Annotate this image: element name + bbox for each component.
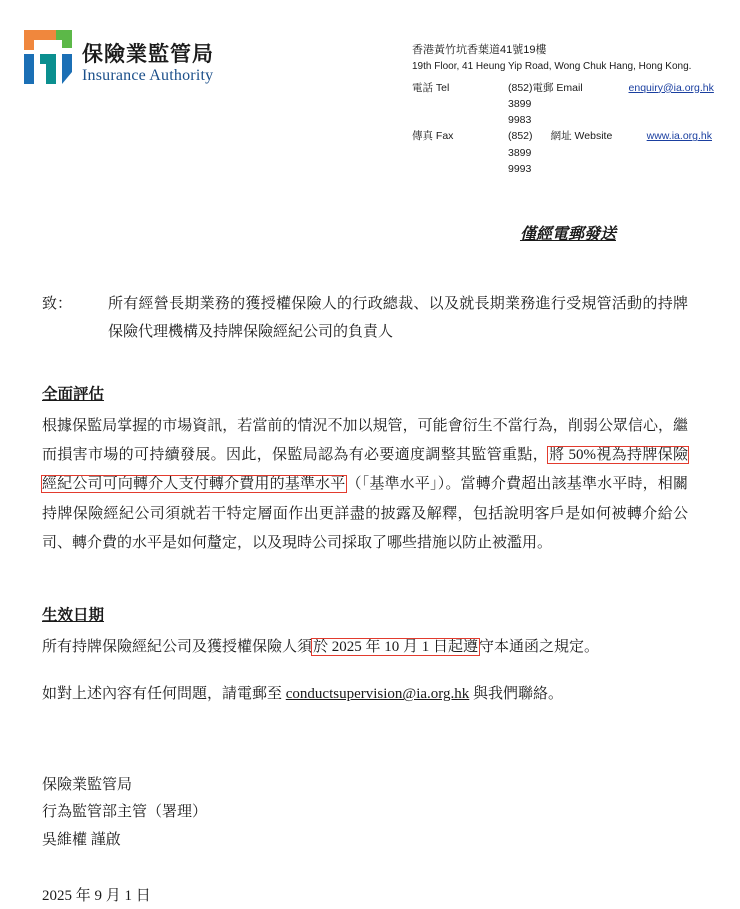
highlighted-effective-date: 於 2025 年 10 月 1 日起遵 xyxy=(313,639,479,656)
website-value xyxy=(647,128,712,177)
delivery-note xyxy=(42,221,688,249)
signature-block xyxy=(42,772,688,855)
paragraph-part-plain: 根據保監局掌握的市場資訊，若當前的情況不加以規管，可能會衍生不當行為，削弱公眾信心，繼而損害市場的可持續發展。因此，保監局認為有必要適度調整其監管重點， xyxy=(42,417,688,464)
addressee-block xyxy=(42,291,688,347)
section-heading-effective-date: 生效日期 xyxy=(42,607,105,625)
website-label: 網址 Website xyxy=(550,130,613,143)
logo-name-en: Insurance Authority xyxy=(82,67,214,85)
effective-part-plain: 所有持牌保險經紀公司及獲授權保險人須 xyxy=(42,639,313,656)
addressee-label: 致： xyxy=(42,296,73,313)
highlighted-benchmark-clause: 將 50%視為持牌保險經紀公司可向轉介人支付轉介費用的基準水平 xyxy=(42,447,688,493)
signature-org: 保險業監管局 xyxy=(42,776,133,793)
conduct-supervision-email-link[interactable]: conductsupervision@ia.org.hk xyxy=(285,686,470,703)
email-label: 電郵 Email xyxy=(532,81,583,94)
tel-value: (852) 3899 9983 xyxy=(508,81,533,127)
address-cn: 香港黃竹坑香葉道41號19樓 xyxy=(412,44,547,56)
email-link[interactable]: enquiry@ia.org.hk xyxy=(628,81,714,94)
paragraph-part-plain-2: （「基準水平」）。當轉介費超出該基準水平時，相關持牌保險經紀公司須就若干特定層面作出更詳盡的披露及解釋，包括說明客戶是如何被轉介給公司、轉介費的水平是如何釐定，以及現時公司採取了哪些措施以防止被濫用。 xyxy=(42,476,688,551)
signature-name: 吳維權 謹啟 xyxy=(42,832,121,849)
contact-details xyxy=(412,26,712,177)
tel-label: 電話 Tel xyxy=(412,81,450,94)
fax-label: 傳真 Fax xyxy=(412,130,454,143)
addressee-text: 所有經營長期業務的獲授權保險人的行政總裁、以及就長期業務進行受規管活動的持牌保險代理機構及持牌保險經紀公司的負責人 xyxy=(108,296,688,340)
contact-prefix: 如對上述內容有任何問題，請電郵至 xyxy=(42,686,286,703)
signature-title: 行為監管部主管（署理） xyxy=(42,804,208,821)
contact-row-fax-website xyxy=(412,128,712,177)
section-assessment-paragraph xyxy=(42,412,688,558)
document-date: 2025 年 9 月 1 日 xyxy=(42,887,151,904)
document-body xyxy=(0,221,740,909)
address-en: 19th Floor, 41 Heung Yip Road, Wong Chuk Hang, Hong Kong. xyxy=(412,61,692,73)
email-value xyxy=(629,80,714,129)
effective-part-plain-2: 守本通函之規定。 xyxy=(479,639,600,656)
contact-row-tel-email xyxy=(412,80,712,129)
organization-logo xyxy=(22,26,214,86)
fax-value: (852) 3899 9993 xyxy=(508,130,533,175)
delivery-note-text: 僅經電郵發送 xyxy=(519,226,616,244)
ia-logo-icon xyxy=(22,28,74,86)
letterhead xyxy=(0,0,740,177)
logo-name-cn: 保險業監管局 xyxy=(82,43,214,66)
contact-paragraph xyxy=(42,680,688,709)
contact-suffix: 與我們聯絡。 xyxy=(469,686,564,703)
website-link[interactable]: www.ia.org.hk xyxy=(646,130,712,143)
section-effective-date-paragraph xyxy=(42,633,688,662)
section-heading-assessment: 全面評估 xyxy=(42,385,105,403)
